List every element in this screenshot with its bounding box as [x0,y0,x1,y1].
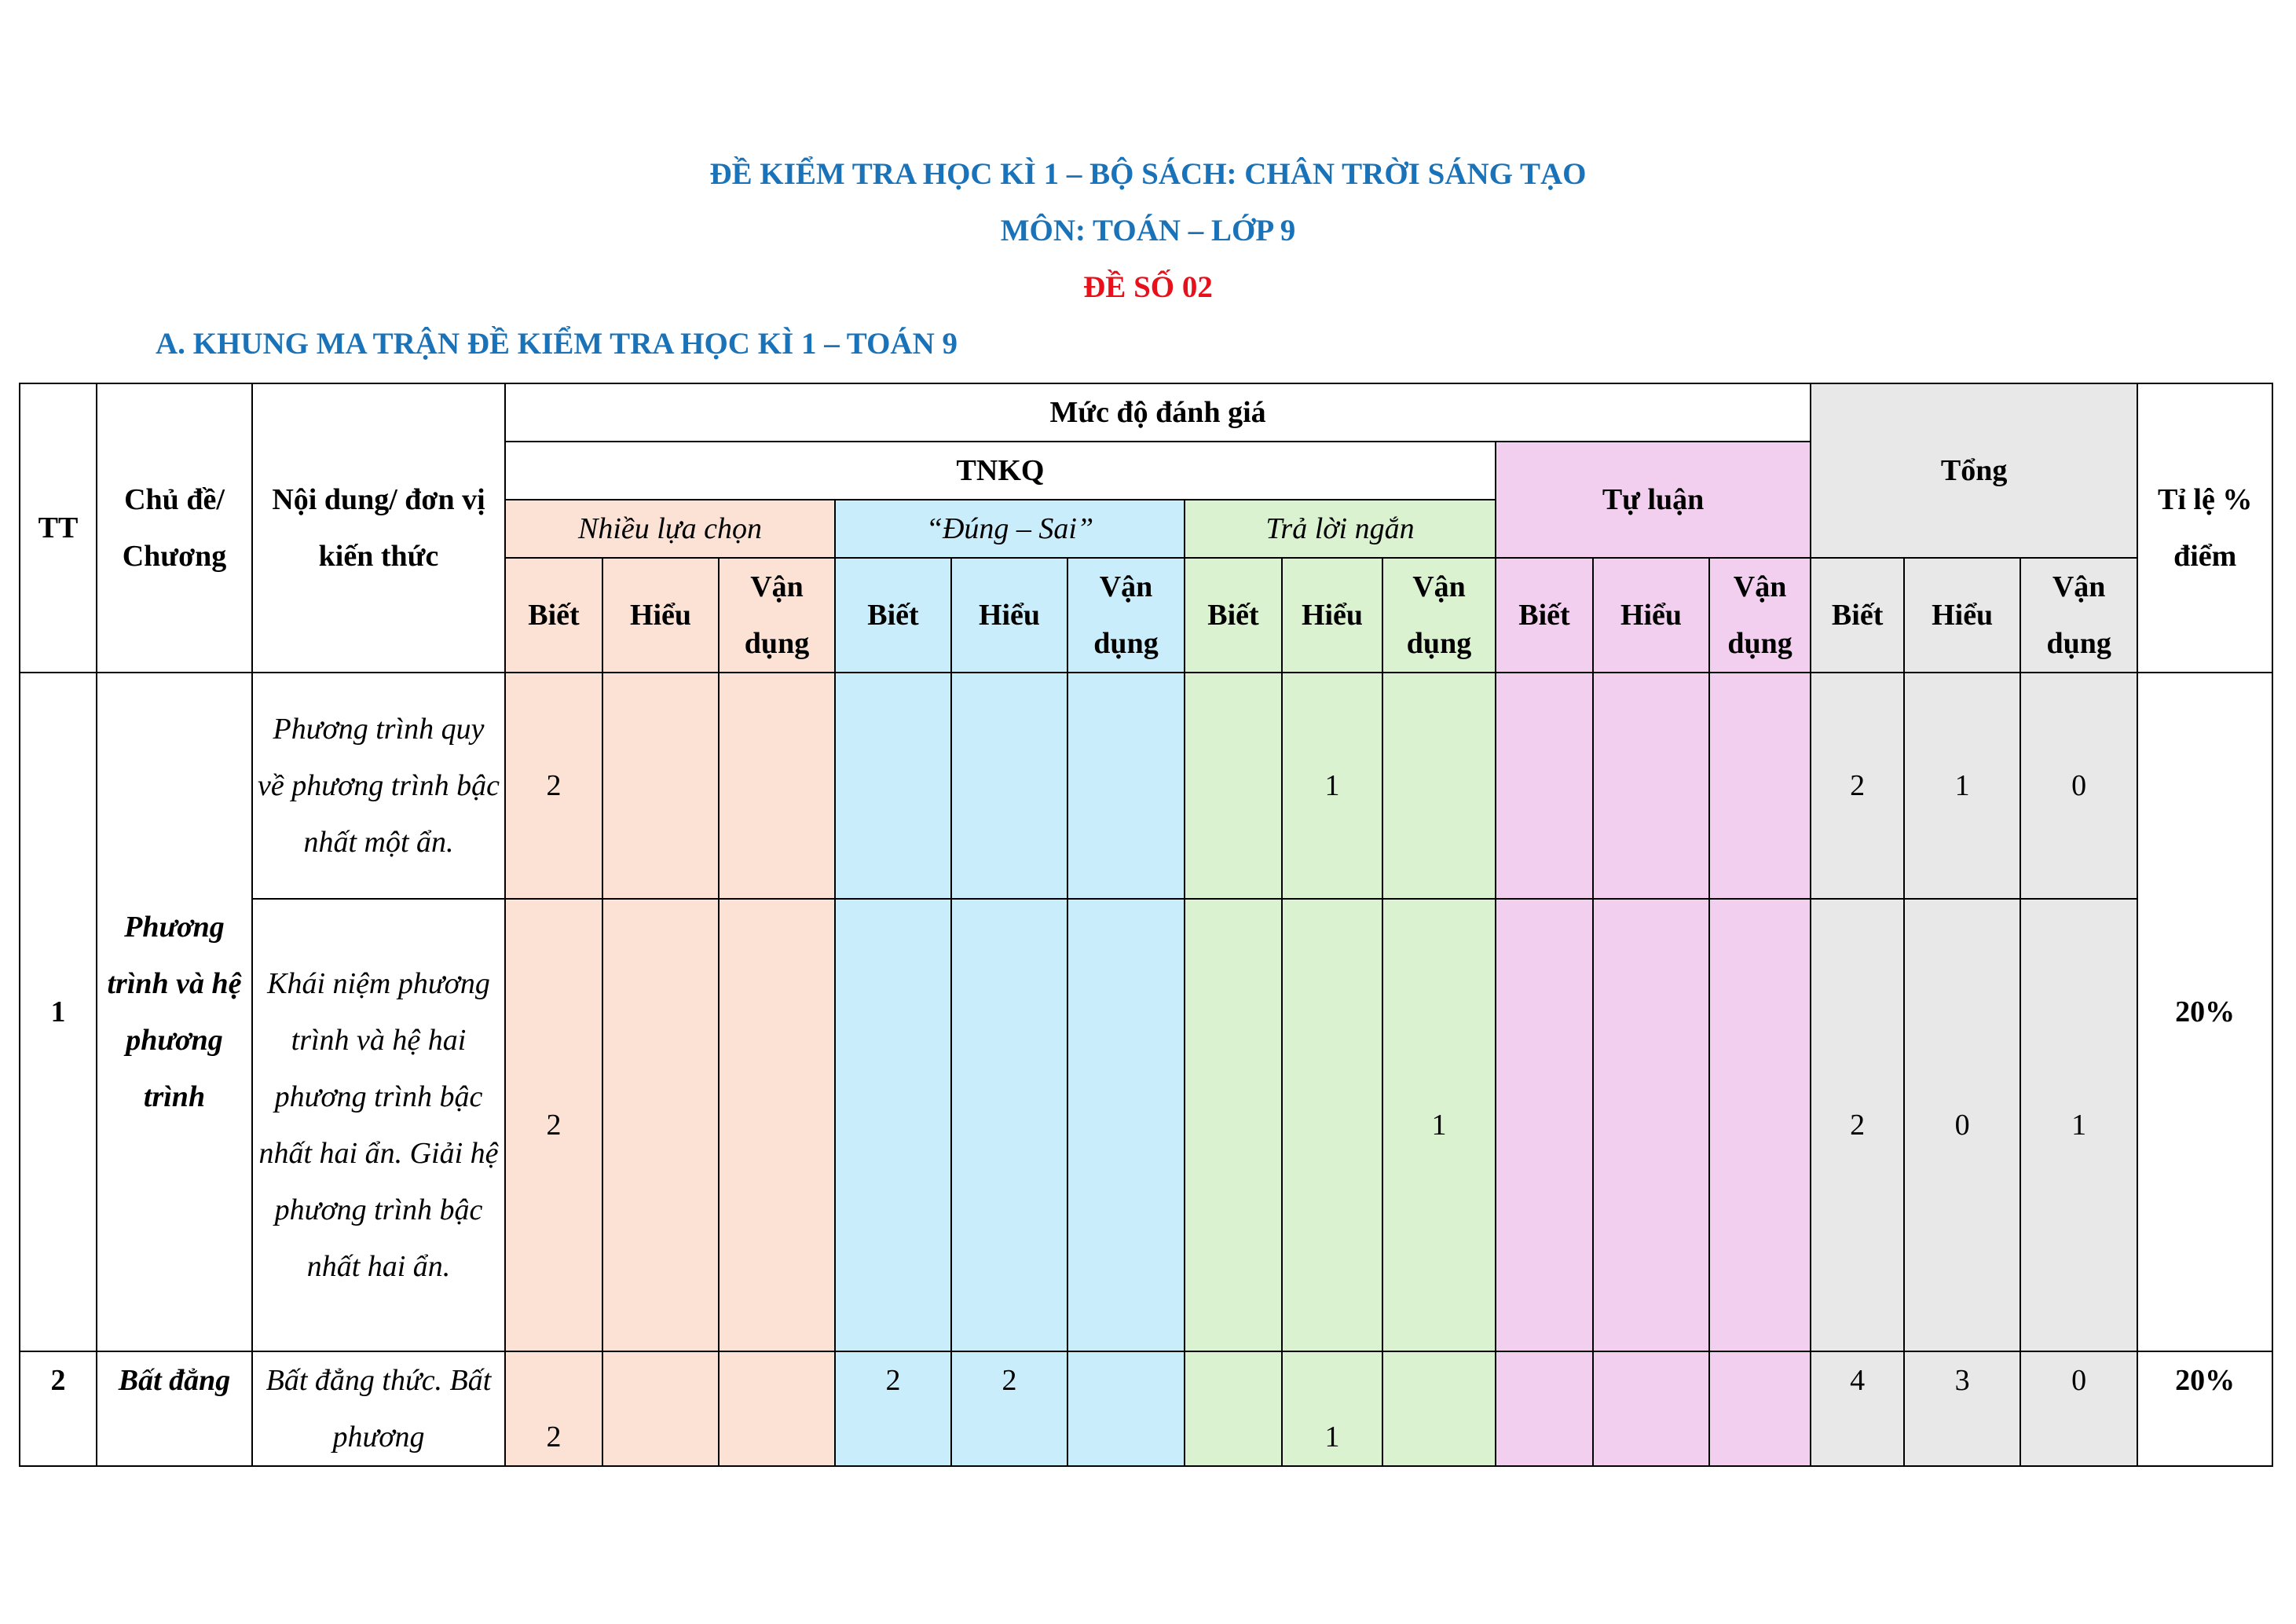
cell-tl-hieu [1593,1351,1709,1466]
header-tnkq: TNKQ [505,442,1496,500]
header-ds-biet: Biết [835,558,951,673]
cell-ds-hieu [951,899,1067,1351]
cell-tln-van-dung: 1 [1382,899,1496,1351]
cell-tln-biet [1185,899,1282,1351]
cell-nlc-hieu [602,899,719,1351]
exam-number: ĐỀ SỐ 02 [1083,270,1213,304]
cell-tong-hieu: 1 [1904,673,2020,899]
header-ds-van-dung: Vận dụng [1067,558,1185,673]
cell-tl-van-dung [1709,673,1811,899]
cell-nlc-van-dung [719,899,835,1351]
row-chu-de: Bất đẳng [97,1351,252,1466]
exam-title: ĐỀ KIỂM TRA HỌC KÌ 1 – BỘ SÁCH: CHÂN TRỜI SÁNG TẠO [709,157,1587,191]
cell-ds-biet: 2 [835,1351,951,1466]
assessment-matrix-table [19,383,2273,1467]
header-nlc-van-dung: Vận dụng [719,558,835,673]
cell-tl-van-dung [1709,899,1811,1351]
cell-nlc-hieu [602,1351,719,1466]
cell-nlc-van-dung [719,1351,835,1466]
cell-ds-biet [835,673,951,899]
row-noi-dung: Khái niệm phương trình và hệ hai phương trình bậc nhất hai ẩn. Giải hệ phương trình bậc nhất hai ẩn. [252,899,505,1351]
row-ti-le: 20% [2137,673,2272,1351]
cell-tong-hieu: 0 [1904,899,2020,1351]
cell-tln-hieu: 1 [1282,673,1382,899]
row-ti-le: 20% [2137,1351,2272,1466]
header-tra-loi-ngan: Trả lời ngắn [1185,500,1496,558]
row-tt: 2 [20,1351,97,1466]
cell-ds-biet [835,899,951,1351]
cell-tln-biet [1185,673,1282,899]
cell-tong-van-dung: 0 [2020,1351,2137,1466]
header-tl-van-dung: Vận dụng [1709,558,1811,673]
cell-tong-van-dung: 0 [2020,673,2137,899]
table-row [20,1351,2272,1466]
cell-ds-van-dung [1067,1351,1185,1466]
header-tln-biet: Biết [1185,558,1282,673]
cell-nlc-biet: 2 [505,1351,602,1466]
header-tong-biet: Biết [1811,558,1904,673]
section-heading: A. KHUNG MA TRẬN ĐỀ KIỂM TRA HỌC KÌ 1 – TOÁN 9 [156,327,958,361]
header-nlc-biet: Biết [505,558,602,673]
cell-tln-van-dung [1382,1351,1496,1466]
header-dung-sai: “Đúng – Sai” [835,500,1185,558]
cell-tl-hieu [1593,673,1709,899]
cell-tong-biet: 2 [1811,899,1904,1351]
cell-tln-hieu: 1 [1282,1351,1382,1466]
cell-tln-van-dung [1382,673,1496,899]
cell-tln-biet [1185,1351,1282,1466]
cell-nlc-hieu [602,673,719,899]
cell-tl-hieu [1593,899,1709,1351]
cell-ds-hieu [951,673,1067,899]
table-row [20,673,2272,899]
cell-nlc-biet: 2 [505,673,602,899]
header-tt: TT [20,383,97,673]
cell-tl-biet [1496,1351,1593,1466]
cell-tong-van-dung: 1 [2020,899,2137,1351]
header-tl-biet: Biết [1496,558,1593,673]
cell-ds-van-dung [1067,899,1185,1351]
header-noi-dung: Nội dung/ đơn vị kiến thức [252,383,505,673]
cell-nlc-van-dung [719,673,835,899]
cell-nlc-biet: 2 [505,899,602,1351]
row-tt: 1 [20,673,97,1351]
header-chu-de: Chủ đề/ Chương [97,383,252,673]
table-row [20,899,2272,1351]
header-tln-van-dung: Vận dụng [1382,558,1496,673]
header-tong: Tổng [1811,383,2137,558]
cell-ds-hieu: 2 [951,1351,1067,1466]
header-nhieu-lua-chon: Nhiều lựa chọn [505,500,835,558]
header-tong-hieu: Hiểu [1904,558,2020,673]
row-noi-dung: Bất đẳng thức. Bất phương [252,1351,505,1466]
header-ti-le: Tỉ lệ % điểm [2137,383,2272,673]
header-ds-hieu: Hiểu [951,558,1067,673]
cell-tln-hieu [1282,899,1382,1351]
cell-tong-biet: 2 [1811,673,1904,899]
cell-ds-van-dung [1067,673,1185,899]
header-muc-do: Mức độ đánh giá [505,383,1811,442]
header-tong-van-dung: Vận dụng [2020,558,2137,673]
cell-tong-hieu: 3 [1904,1351,2020,1466]
header-tln-hieu: Hiểu [1282,558,1382,673]
cell-tl-van-dung [1709,1351,1811,1466]
header-nlc-hieu: Hiểu [602,558,719,673]
cell-tl-biet [1496,673,1593,899]
cell-tl-biet [1496,899,1593,1351]
row-noi-dung: Phương trình quy về phương trình bậc nhất một ẩn. [252,673,505,899]
header-tu-luan: Tự luận [1496,442,1811,558]
subject-title: MÔN: TOÁN – LỚP 9 [1000,214,1296,247]
header-row-1 [20,383,2272,442]
header-tl-hieu: Hiểu [1593,558,1709,673]
cell-tong-biet: 4 [1811,1351,1904,1466]
row-chu-de: Phương trình và hệ phương trình [97,673,252,1351]
